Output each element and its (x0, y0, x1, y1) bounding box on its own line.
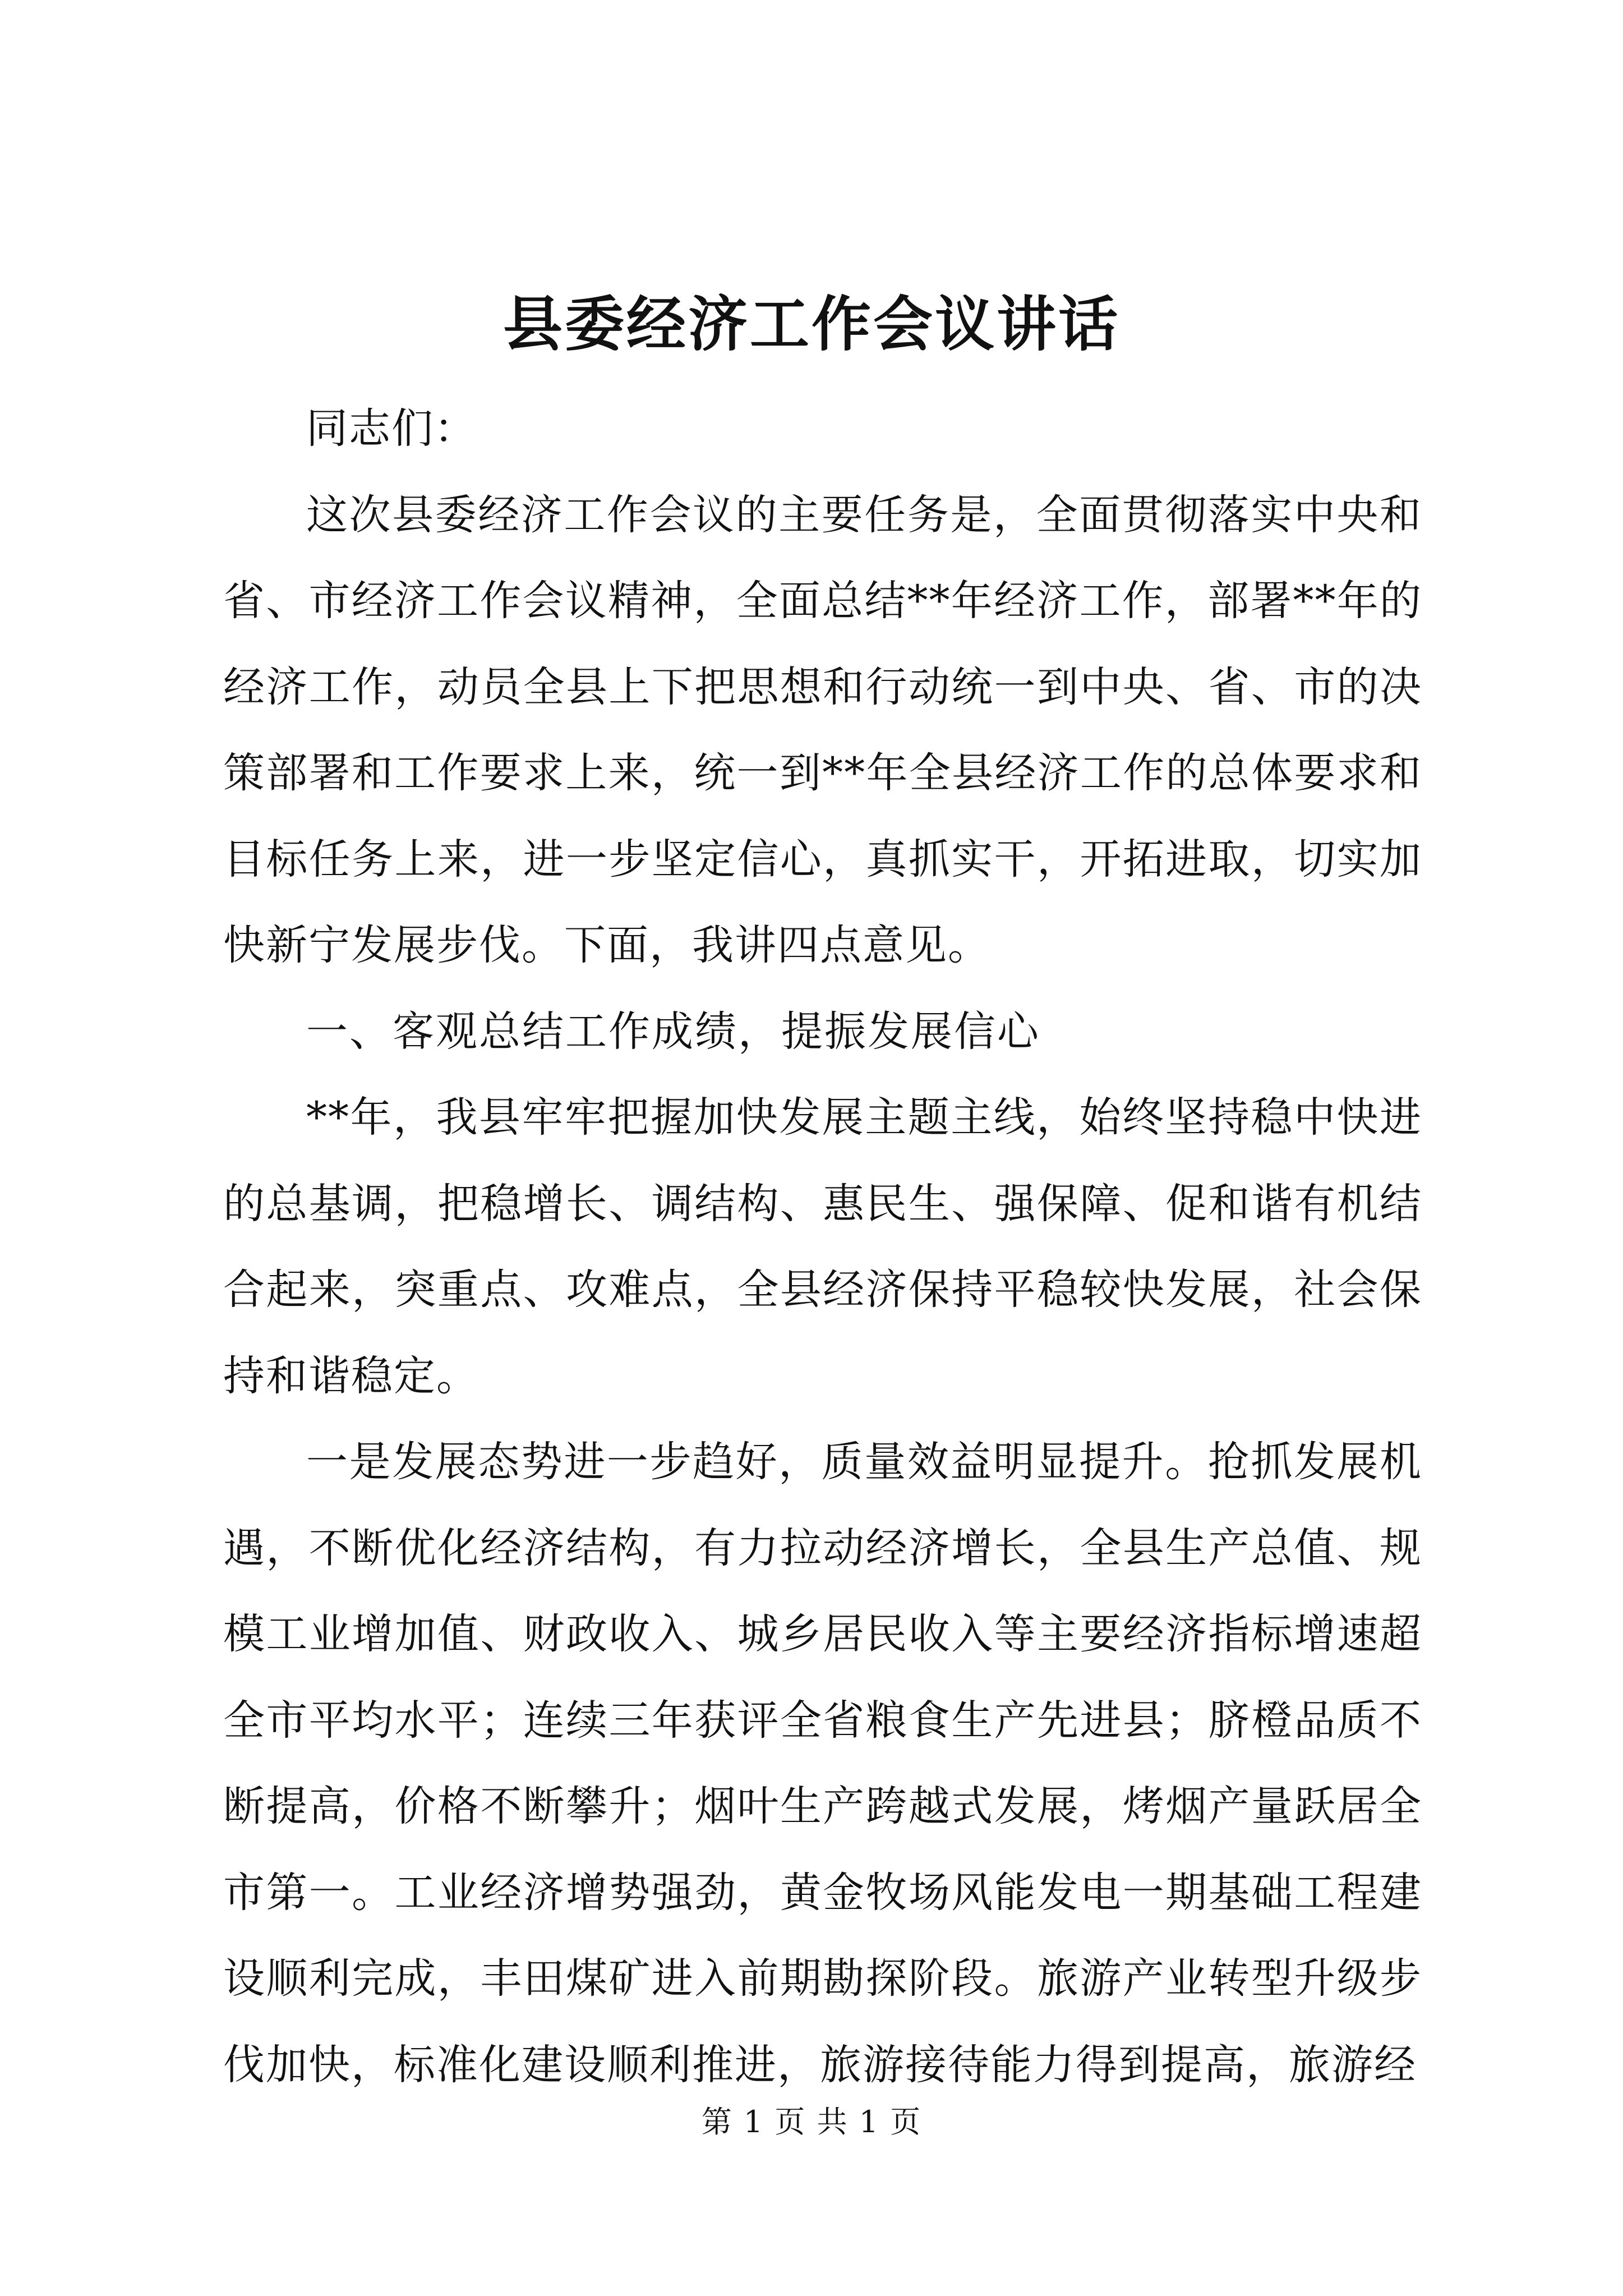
paragraph-summary: **年，我县牢牢把握加快发展主题主线，始终坚持稳中快进的总基调，把稳增长、调结构、惠民生、强保障、促和谐有机结合起来，突重点、攻难点，全县经济保持平稳较快发展，社会保持和谐稳定。 (223, 1093, 1422, 1400)
salutation: 同志们： (306, 404, 477, 453)
paragraph-intro: 这次县委经济工作会议的主要任务是，全面贯彻落实中央和省、市经济工作会议精神，全面总结**年经济工作，部署**年的经济工作，动员全县上下把思想和行动统一到中央、省、市的决策部署和工作要求上来，统一到**年全县经济工作的总体要求和目标任务上来，进一步坚定信心，真抓实干，开拓进取，切实加快新宁发展步伐。下面，我讲四点意见。 (223, 490, 1422, 969)
document-body (223, 386, 1422, 2108)
document-title: 县委经济工作会议讲话 (503, 289, 1120, 359)
section-heading-1: 一、客观总结工作成绩，提振发展信心 (306, 1007, 1040, 1056)
paragraph-point-1: 一是发展态势进一步趋好，质量效益明显提升。抢抓发展机遇，不断优化经济结构，有力拉动经济增长，全县生产总值、规模工业增加值、财政收入、城乡居民收入等主要经济指标增速超全市平均水平；连续三年获评全省粮食生产先进县；脐橙品质不断提高，价格不断攀升；烟叶生产跨越式发展，烤烟产量跃居全市第一。工业经济增势强劲，黄金牧场风能发电一期基础工程建设顺利完成，丰田煤矿进入前期勘探阶段。旅游产业转型升级步伐加快，标准化建设顺利推进，旅游接待能力得到提高，旅游经 (223, 1438, 1422, 2089)
page-footer: 第 1 页 共 1 页 (701, 2104, 922, 2139)
